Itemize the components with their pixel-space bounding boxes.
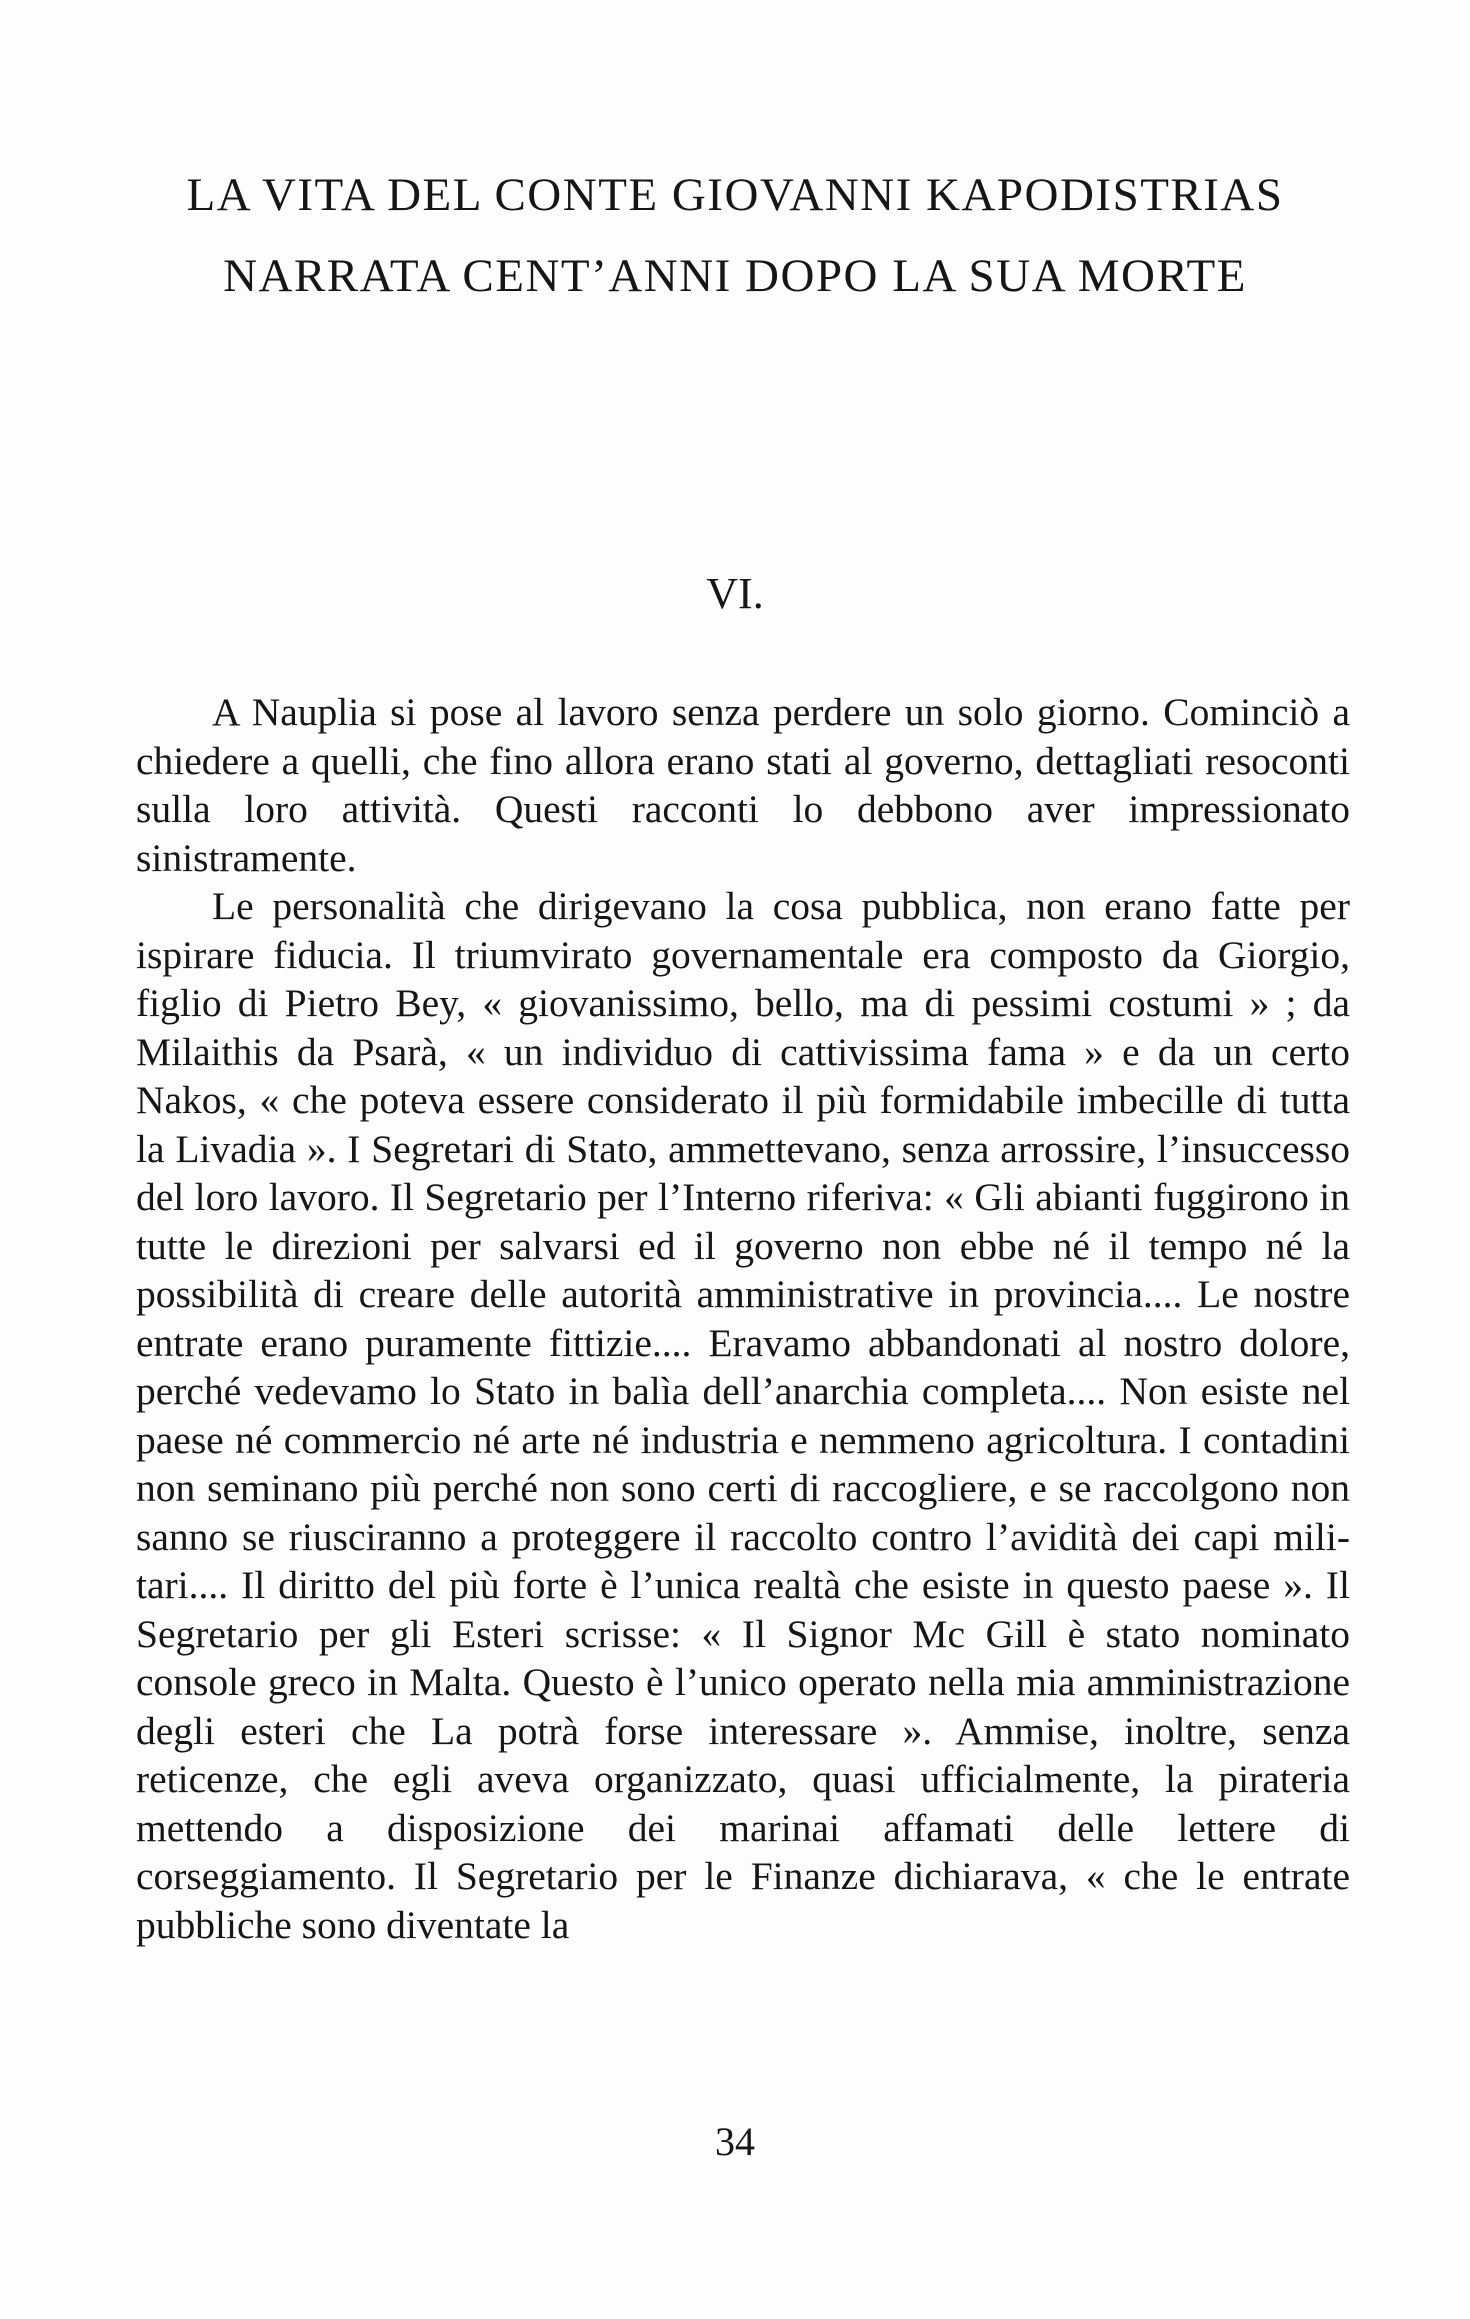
- paragraph-1: A Nauplia si pose al lavoro senza perdere un solo giorno. Cominciò a chiedere a quelli, che fino allora erano stati al governo, dettagliati resoconti sulla loro attività. Questi racconti lo debbono aver impressionato sinistramente.: [136, 690, 1350, 880]
- body-text: [136, 688, 1350, 1949]
- section-number: VI.: [706, 569, 764, 618]
- paragraph-2: Le personalità che dirigevano la cosa pubblica, non erano fatte per ispirare fiducia. Il triumvirato governamentale era composto da Giorgio, figlio di Pietro Bey, « giovanissimo, bello, ma di pessimi costumi » ; da Milaithis da Psarà, « un individuo di cattivissima fama » e da un certo Nakos, « che poteva essere considerato il più formidabile imbecille di tutta la Livadia ». I Segretari di Stato, ammettevano, senza arrossire, l’insuccesso del loro lavoro. Il Segretario per l’Interno riferiva: « Gli abianti fuggirono in tutte le direzioni per salvarsi ed il governo non ebbe né il tempo né la possibilità di creare delle autorità amministrative in provincia.... Le nostre entrate erano puramente fittizie.... Eravamo abbandonati al nostro dolore, perché vedevamo lo Stato in balìa dell’anarchia completa.... Non esiste nel paese né commercio né arte né industria e nemmeno agricoltura. I contadini non seminano più perché non sono certi di raccogliere, e se raccolgono non sanno se riusciranno a proteggere il raccolto contro l’avidità dei capi militari.... Il diritto del più forte è l’unica realtà che esiste in questo paese ». Il Segretario per gli Esteri scrisse: « Il Signor Mc Gill è stato nominato console greco in Malta. Questo è l’unico operato nella mia amministrazione degli esteri che La potrà forse interessare ». Ammise, inoltre, senza reticenze, che egli aveva organizzato, quasi ufficialmente, la pirateria mettendo a disposizione dei marinai affamati delle lettere di corseggiamento. Il Segretario per le Finanze dichiarava, « che le entrate pubbliche sono diventate la: [136, 884, 1350, 1947]
- chapter-title-line-2: NARRATA CENT’ANNI DOPO LA SUA MORTE: [223, 250, 1247, 302]
- chapter-title-line-1: LA VITA DEL CONTE GIOVANNI KAPODISTRIAS: [186, 169, 1284, 221]
- page-number: 34: [715, 2119, 755, 2164]
